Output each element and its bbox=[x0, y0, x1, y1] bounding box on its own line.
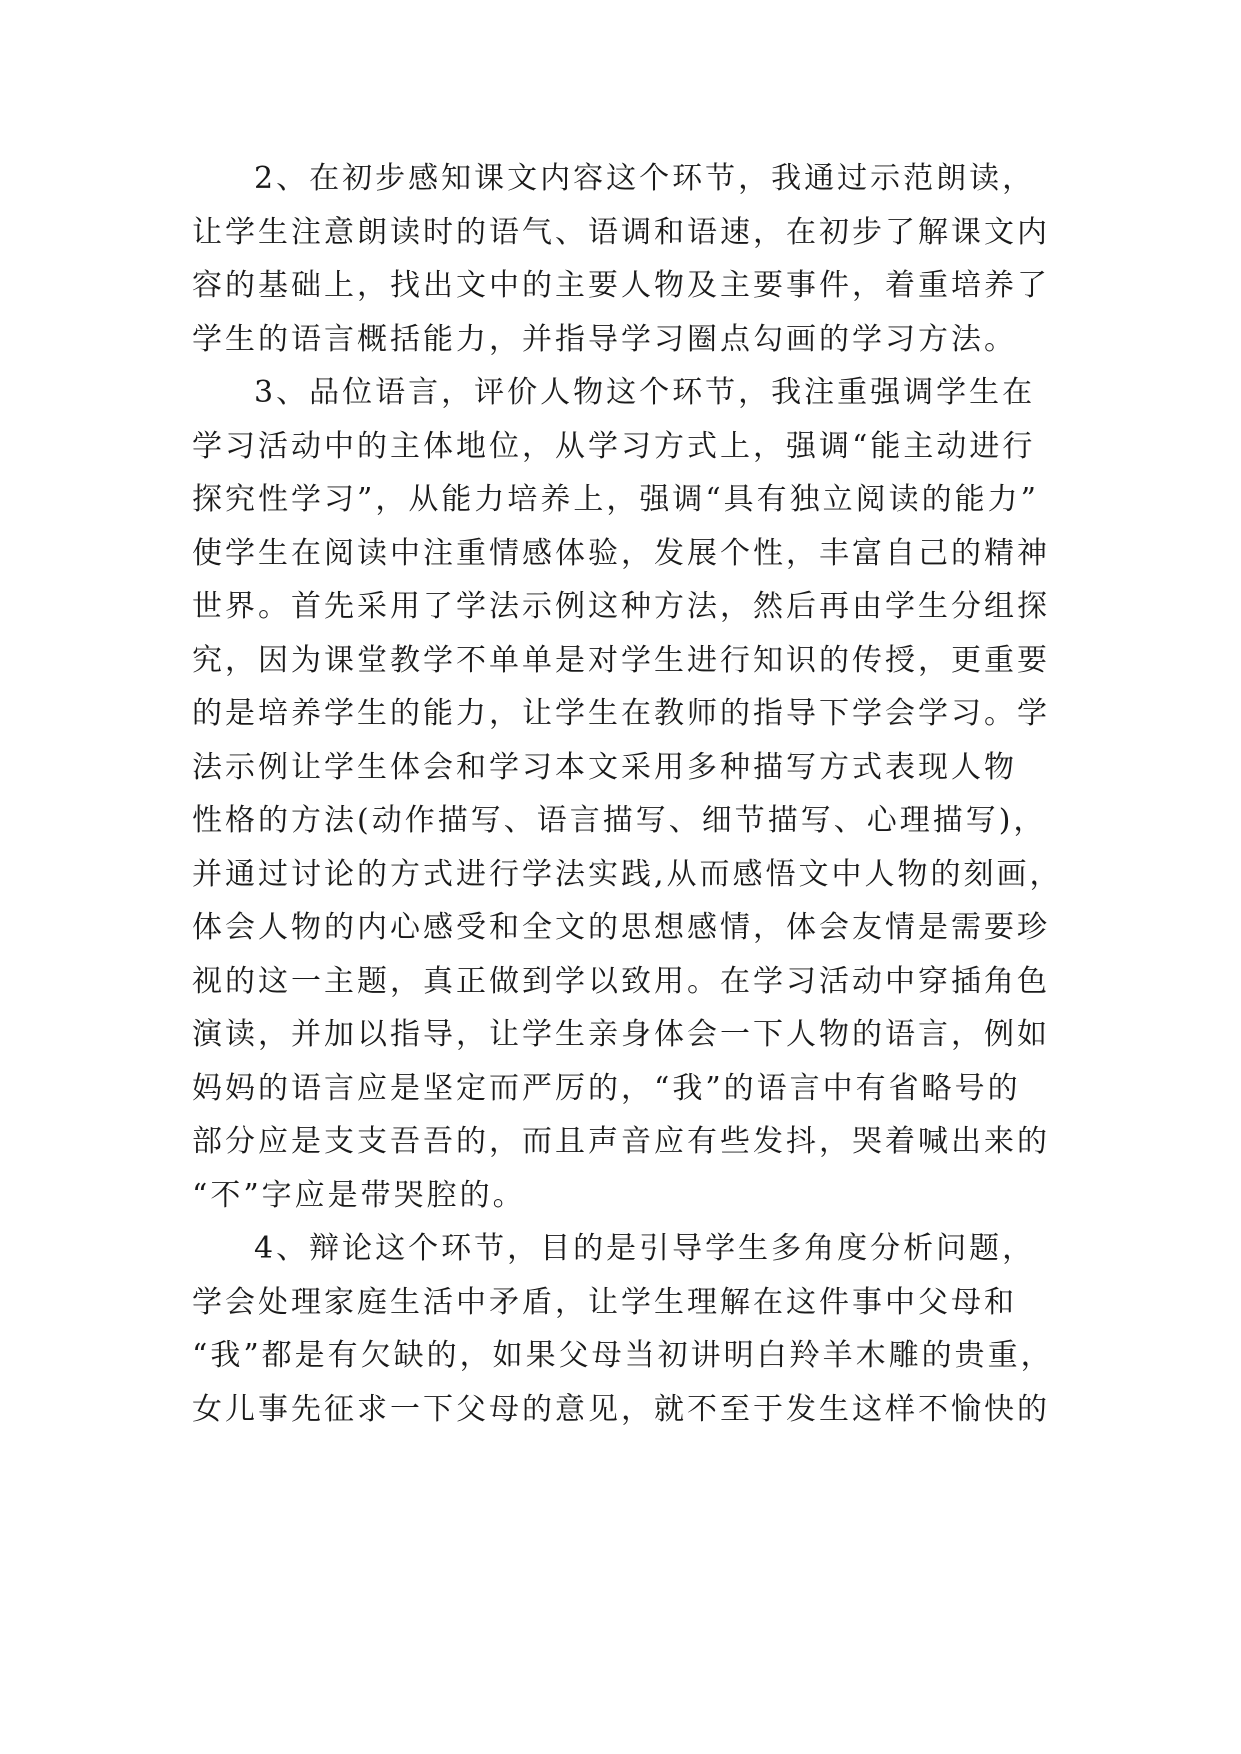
text-line: 部分应是支支吾吾的，而且声音应有些发抖，哭着喊出来的 bbox=[192, 1124, 1050, 1159]
text-line: 性格的方法(动作描写、语言描写、细节描写、心理描写)， bbox=[192, 803, 1047, 838]
text-line: 演读，并加以指导，让学生亲身体会一下人物的语言，例如 bbox=[192, 1017, 1050, 1052]
text-line: 体会人物的内心感受和全文的思想感情，体会友情是需要珍 bbox=[192, 910, 1050, 945]
text-line: 3、品位语言，评价人物这个环节，我注重强调学生在 bbox=[254, 375, 1036, 410]
paragraph-3 bbox=[192, 366, 1063, 1222]
text-line: 探究性学习”，从能力培养上，强调“具有独立阅读的能力” bbox=[192, 482, 1040, 517]
text-line: “我”都是有欠缺的，如果父母当初讲明白羚羊木雕的贵重， bbox=[192, 1338, 1054, 1373]
text-line: 容的基础上，找出文中的主要人物及主要事件，着重培养了 bbox=[192, 268, 1050, 303]
text-line: 使学生在阅读中注重情感体验，发展个性，丰富自己的精神 bbox=[192, 535, 1050, 571]
text-line: 妈妈的语言应是坚定而严厉的，“我”的语言中有省略号的 bbox=[192, 1070, 1021, 1106]
text-line: 2、在初步感知课文内容这个环节，我通过示范朗读， bbox=[254, 161, 1036, 196]
text-line: 女儿事先征求一下父母的意见，就不至于发生这样不愉快的 bbox=[192, 1391, 1050, 1427]
text-line: 的是培养学生的能力，让学生在教师的指导下学会学习。学 bbox=[192, 696, 1050, 731]
paragraph-2 bbox=[192, 152, 1052, 366]
text-line: 究，因为课堂教学不单单是对学生进行知识的传授，更重要 bbox=[192, 642, 1050, 678]
text-line: 视的这一主题，真正做到学以致用。在学习活动中穿插角色 bbox=[192, 963, 1050, 999]
text-line: 学习活动中的主体地位，从学习方式上，强调“能主动进行 bbox=[192, 428, 1036, 464]
text-line: 让学生注意朗读时的语气、语调和语速，在初步了解课文内 bbox=[192, 214, 1050, 250]
text-line: 学会处理家庭生活中矛盾，让学生理解在这件事中父母和 bbox=[192, 1284, 1017, 1320]
text-line: 学生的语言概括能力，并指导学习圈点勾画的学习方法。 bbox=[192, 321, 1017, 357]
text-line: 世界。首先采用了学法示例这种方法，然后再由学生分组探 bbox=[192, 589, 1050, 624]
text-line: 4、辩论这个环节，目的是引导学生多角度分析问题， bbox=[254, 1231, 1036, 1266]
text-line: “不”字应是带哭腔的。 bbox=[192, 1177, 526, 1213]
text-line: 并通过讨论的方式进行学法实践,从而感悟文中人物的刻画， bbox=[192, 856, 1063, 892]
text-line: 法示例让学生体会和学习本文采用多种描写方式表现人物 bbox=[192, 749, 1017, 785]
paragraph-4 bbox=[192, 1222, 1052, 1436]
document-body bbox=[192, 152, 1063, 1436]
